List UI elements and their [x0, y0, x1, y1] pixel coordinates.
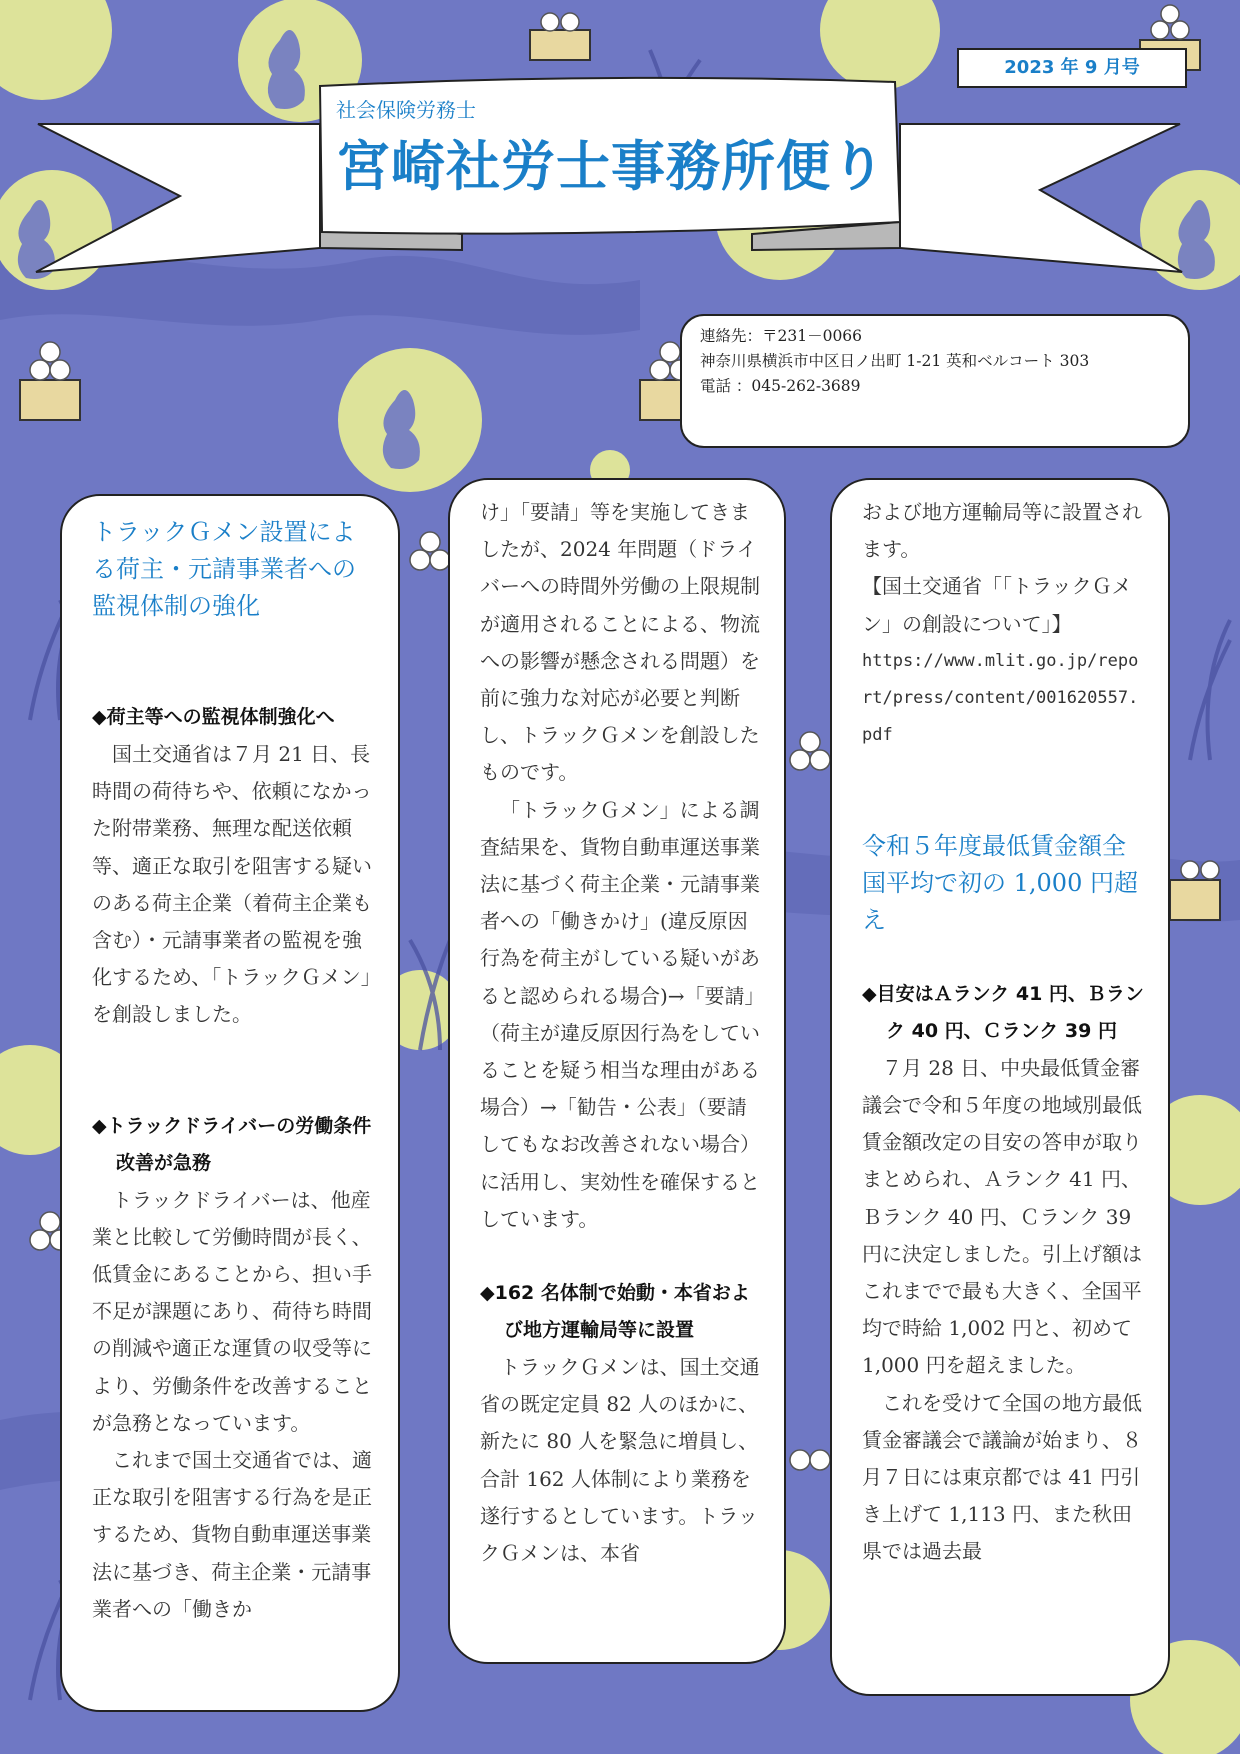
spacer [862, 754, 1146, 828]
article1-s2-body3: 「トラックＧメン」による調査結果を、貨物自動車運送事業法に基づく荷主企業・元請事業者への「働きかけ」(違反原因行為を荷主がしている疑いがあると認められる場合)→「要請」（荷主が違反原因行為をしていることを疑う相当な理由がある場合）→「勧告・公表」（要請してもなお改善されない場合）に活用し、実効性を確保するとしています。 [480, 797, 760, 1231]
article1-title: トラックＧメン設置による荷主・元請事業者への監視体制の強化 [92, 518, 356, 620]
article1-reference: 【国土交通省「「トラックＧメン」の創設について」】 [862, 574, 1132, 636]
column-2 [448, 478, 786, 1664]
contact-box [680, 314, 1190, 448]
article2-s1-body1: ７月 28 日、中央最低賃金審議会で令和５年度の地域別最低賃金額改定の目安の答申が取りまとめられ、Ａランク 41 円、Ｂランク 40 円、Ｃランク 39 円に決定しました。引上げ額はこれまでで最も大きく、全国平均で時給 1,002 円と、初めて 1,000 円を超えました。 [862, 1055, 1142, 1378]
article2-title: 令和５年度最低賃金額全国平均で初の 1,000 円超え [862, 831, 1138, 934]
newsletter-title: 宮崎社労士事務所便り [336, 134, 886, 198]
article1-s1-body: 国土交通省は７月 21 日、長時間の荷待ちや、依頼になかった附帯業務、無理な配送依頼等、適正な取引を阻害する疑いのある荷主企業（着荷主企業も含む）・元請事業者の監視を強化するため、「トラックＧメン」を創設しました。 [92, 742, 372, 1027]
masthead-banner [0, 0, 1240, 300]
column-1 [60, 494, 400, 1712]
article2-s1-heading: ◆目安はＡランク 41 円、Ｂランク 40 円、Ｃランク 39 円 [862, 982, 1144, 1042]
contact-phone: 電話 ：045-262-3689 [700, 377, 861, 395]
article1-s2-body2-cont: け」「要請」等を実施してきましたが、2024 年問題（ドライバーへの時間外労働の上限規制が適用されることによる、物流への影響が懸念される問題）を前に強力な対応が必要と判断し、トラックＧメンを創設したものです。 [480, 500, 760, 785]
article2-s1-body2: これを受けて全国の地方最低賃金審議会で議論が始まり、８月７日には東京都では 41 円引き上げて 1,113 円、また秋田県では過去最 [862, 1390, 1142, 1564]
article1-s2-body1: トラックドライバーは、他産業と比較して労働時間が長く、低賃金にあることから、担い手不足が課題にあり、荷待ち時間の削減や適正な運賃の収受等により、労働条件を改善することが急務となっています。 [92, 1187, 372, 1435]
issue-date: 2023 年 9 月号 [957, 48, 1187, 88]
article1-s2-heading: ◆トラックドライバーの労働条件改善が急務 [92, 1114, 372, 1174]
article1-s3-heading: ◆162 名体制で始動・本省および地方運輸局等に設置 [480, 1282, 750, 1342]
article1-s3-body-cont: および地方運輸局等に設置されます。 [862, 500, 1142, 562]
article1-s1-heading: ◆荷主等への監視体制強化へ [92, 706, 335, 728]
spacer [92, 1034, 376, 1108]
article1-reference-url[interactable]: https://www.mlit.go.jp/report/press/content/001620557.pdf [862, 650, 1139, 745]
contact-address: 神奈川県横浜市中区日ノ出町 1-21 英和ベルコート 303 [700, 352, 1090, 370]
header-kicker: 社会保険労務士 [336, 98, 476, 122]
spacer [862, 939, 1146, 976]
contact-address-label: 連絡先：〒231－0066 [700, 327, 863, 345]
article1-s2-body2: これまで国土交通省では、適正な取引を阻害する行為を是正するため、貨物自動車運送事業法に基づき、荷主企業・元請事業者への「働きか [92, 1448, 372, 1621]
spacer [480, 1238, 760, 1275]
column-3 [830, 478, 1170, 1696]
article1-s3-body: トラックＧメンは、国土交通省の既定定員 82 人のほかに、新たに 80 人を緊急に増員し、合計 162 人体制により業務を遂行するとしています。トラックＧメンは、本省 [480, 1355, 760, 1566]
spacer [92, 625, 376, 699]
